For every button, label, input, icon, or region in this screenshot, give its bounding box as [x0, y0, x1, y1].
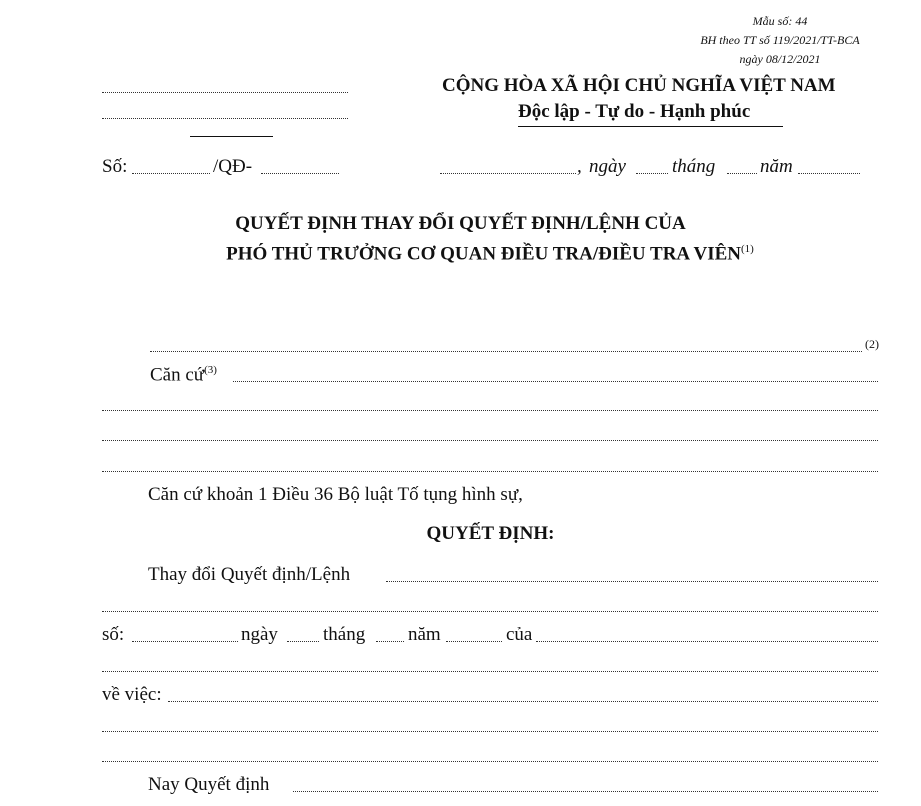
day-label: ngày	[589, 156, 626, 177]
change-label: Thay đổi Quyết định/Lệnh	[148, 564, 351, 585]
ref-month-label: tháng	[323, 624, 366, 645]
motto-underline	[518, 126, 783, 127]
change-field-2[interactable]	[102, 611, 878, 612]
basis-field-3[interactable]	[102, 440, 878, 441]
number-field[interactable]	[132, 173, 210, 174]
footnote-2: (2)	[865, 337, 879, 351]
now-decide-label: Nay Quyết định	[148, 774, 270, 795]
ref-day-field[interactable]	[287, 641, 319, 642]
decision-heading: QUYẾT ĐỊNH:	[426, 523, 555, 544]
basis-field-1[interactable]	[233, 381, 878, 382]
legal-basis: Căn cứ khoản 1 Điều 36 Bộ luật Tố tụng hình sự,	[148, 484, 523, 505]
form-issued-by: BH theo TT số 119/2021/TT-BCA	[700, 33, 860, 47]
number-agency-code-field[interactable]	[261, 173, 339, 174]
authority-field[interactable]	[150, 351, 862, 352]
date-comma: ,	[577, 156, 582, 177]
ref-issuer-field-2[interactable]	[102, 671, 878, 672]
ref-year-field[interactable]	[446, 641, 502, 642]
ref-day-label: ngày	[241, 624, 278, 645]
subject-field-2[interactable]	[102, 731, 878, 732]
subject-field-1[interactable]	[168, 701, 878, 702]
ref-year-label: năm	[408, 624, 441, 645]
subject-field-3[interactable]	[102, 761, 878, 762]
number-suffix: /QĐ-	[213, 156, 253, 177]
agency-name-field-1[interactable]	[102, 92, 348, 93]
month-field[interactable]	[727, 173, 757, 174]
day-field[interactable]	[636, 173, 668, 174]
ref-month-field[interactable]	[376, 641, 404, 642]
change-field-1[interactable]	[386, 581, 878, 582]
motto: Độc lập - Tự do - Hạnh phúc	[518, 101, 751, 122]
footnote-1: (1)	[741, 243, 754, 255]
basis-label-text: Căn cứ	[150, 364, 205, 386]
year-label: năm	[760, 156, 793, 177]
year-field[interactable]	[798, 173, 860, 174]
place-field[interactable]	[440, 173, 576, 174]
now-decide-field[interactable]	[293, 791, 878, 792]
ref-number-label: số:	[102, 624, 125, 645]
footnote-3: (3)	[204, 364, 217, 376]
basis-field-4[interactable]	[102, 471, 878, 472]
document-title-line1: QUYẾT ĐỊNH THAY ĐỔI QUYẾT ĐỊNH/LỆNH CỦA	[235, 213, 686, 234]
agency-name-field-2[interactable]	[102, 118, 348, 119]
document-title-line2	[0, 243, 921, 265]
document-title-line2-text: PHÓ THỦ TRƯỞNG CƠ QUAN ĐIỀU TRA/ĐIỀU TRA VIÊN	[226, 243, 742, 265]
subject-label: về việc:	[102, 684, 162, 705]
form-number: Mẫu số: 44	[752, 14, 808, 28]
basis-label	[150, 364, 217, 386]
ref-issuer-field[interactable]	[536, 641, 878, 642]
form-meta	[665, 12, 895, 69]
month-label: tháng	[672, 156, 716, 177]
ref-of-label: của	[506, 624, 533, 645]
basis-field-2[interactable]	[102, 410, 878, 411]
agency-underline	[190, 136, 273, 137]
national-title: CỘNG HÒA XÃ HỘI CHỦ NGHĨA VIỆT NAM	[442, 75, 836, 96]
ref-number-field[interactable]	[132, 641, 238, 642]
number-label: Số:	[102, 156, 128, 177]
form-issued-date: ngày 08/12/2021	[739, 52, 821, 66]
